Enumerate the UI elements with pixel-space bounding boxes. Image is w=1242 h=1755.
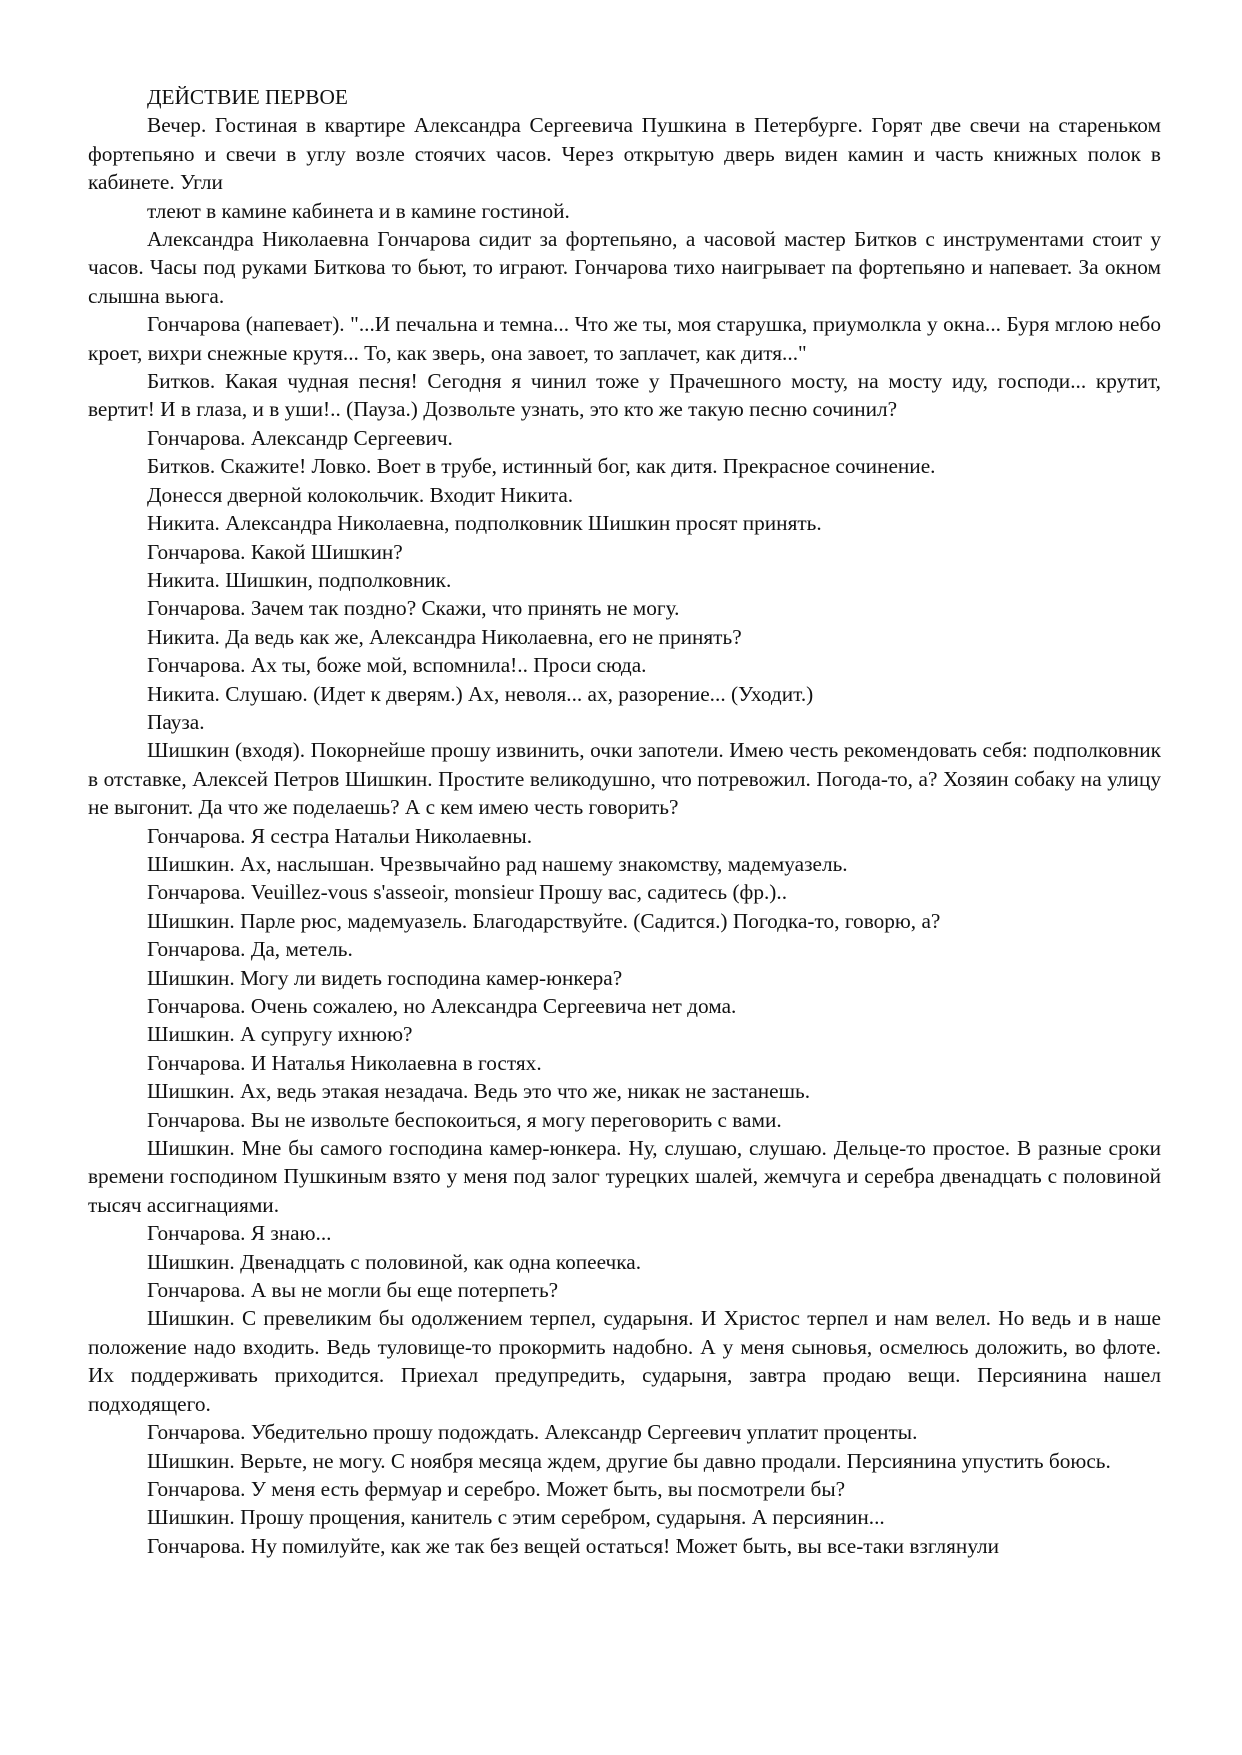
- stage-direction: Пауза.: [147, 709, 205, 734]
- act-heading: ДЕЙСТВИЕ ПЕРВОЕ: [147, 85, 348, 109]
- dialogue-line: Гончарова. И Наталья Николаевна в гостях.: [147, 1050, 542, 1075]
- dialogue-line: Гончарова. Убедительно прошу подождать. Александр Сергеевич уплатит проценты.: [147, 1420, 918, 1445]
- dialogue-line: Гончарова. Ах ты, боже мой, вспомнила!.. Проси сюда.: [147, 653, 647, 678]
- dialogue-line: Шишкин. Прошу прощения, канитель с этим серебром, сударыня. А персиянин...: [147, 1505, 885, 1530]
- dialogue-line: Никита. Шишкин, подполковник.: [147, 567, 452, 592]
- stage-direction: Донесся дверной колокольчик. Входит Никита.: [147, 482, 574, 507]
- dialogue-line: Шишкин. Парле рюс, мадемуазель. Благодарствуйте. (Садится.) Погодка-то, говорю, а?: [147, 908, 941, 933]
- dialogue-line: Гончарова. Да, метель.: [147, 937, 353, 962]
- dialogue-line: Шишкин. Мне бы самого господина камер-юнкера. Ну, слушаю, слушаю. Дельце-то простое. В разные сроки времени господином Пушкиным взято у меня под залог турецких шалей, жемчуга и серебра двенадцать с половиной тысяч ассигнациями.: [88, 1136, 1161, 1217]
- dialogue-line: Гончарова. Я знаю...: [147, 1221, 332, 1246]
- stage-direction: Вечер. Гостиная в квартире Александра Сергеевича Пушкина в Петербурге. Горят две свечи на стареньком фортепьяно и свечи в углу возле стоячих часов. Через открытую дверь виден камин и часть книжных полок в кабинете. Угли: [88, 113, 1161, 195]
- dialogue-line: Гончарова. Какой Шишкин?: [147, 539, 403, 564]
- dialogue-line: Шишкин. Двенадцать с половиной, как одна копеечка.: [147, 1249, 642, 1274]
- dialogue-line: Гончарова. Ну помилуйте, как же так без вещей остаться! Может быть, вы все-таки взглянули: [147, 1533, 1000, 1558]
- stage-direction: тлеют в камине кабинета и в камине гостиной.: [147, 198, 570, 223]
- dialogue-line: Гончарова. А вы не могли бы еще потерпеть?: [147, 1278, 559, 1303]
- dialogue-line: Гончарова. Очень сожалею, но Александра Сергеевича нет дома.: [147, 994, 737, 1018]
- dialogue-line: Битков. Какая чудная песня! Сегодня я чинил тоже у Прачешного мосту, на мосту иду, господи... крутит, вертит! И в глаза, и в уши!.. (Пауза.) Дозвольте узнать, это кто же такую песню сочинил?: [88, 369, 1161, 422]
- dialogue-line: Гончарова. Я сестра Натальи Николаевны.: [147, 823, 533, 848]
- dialogue-line: Шишкин. С превеликим бы одолжением терпел, сударыня. И Христос терпел и нам велел. Но ведь и в наше положение надо входить. Ведь туловище-то прокормить надобно. А у меня сыновья, осмелюсь доложить, во флоте. Их поддерживать приходится. Приехал предупредить, сударыня, завтра продаю вещи. Персиянина нашел подходящего.: [88, 1306, 1161, 1416]
- dialogue-line: Шишкин. Верьте, не могу. С ноября месяца ждем, другие бы давно продали. Персиянина упустить боюсь.: [147, 1448, 1111, 1473]
- dialogue-line: Шишкин. Могу ли видеть господина камер-юнкера?: [147, 965, 623, 990]
- dialogue-line: Гончарова. Veuillez-vous s'asseoir, monsieur Прошу вас, садитесь (фр.)..: [147, 880, 788, 905]
- dialogue-line: Никита. Александра Николаевна, подполковник Шишкин просят принять.: [147, 511, 822, 536]
- dialogue-line: Гончарова (напевает). "...И печальна и темна... Что же ты, моя старушка, приумолкла у окна... Буря мглою небо кроет, вихри снежные крутя... То, как зверь, она завоет, то заплачет, как дитя...": [88, 312, 1161, 365]
- dialogue-line: Шишкин (входя). Покорнейше прошу извинить, очки запотели. Имею честь рекомендовать себя: подполковник в отставке, Алексей Петров Шишкин. Простите великодушно, что потревожил. Погода-то, а? Хозяин собаку на улицу не выгонит. Да что же поделаешь? А с кем имею честь говорить?: [88, 738, 1161, 820]
- dialogue-line: Шишкин. А супругу ихнюю?: [147, 1022, 413, 1047]
- dialogue-line: Гончарова. Александр Сергеевич.: [147, 425, 453, 450]
- document-page: [88, 83, 1161, 1560]
- dialogue-line: Гончарова. У меня есть фермуар и серебро. Может быть, вы посмотрели бы?: [147, 1476, 846, 1501]
- dialogue-line: Шишкин. Ах, наслышан. Чрезвычайно рад нашему знакомству, мадемуазель.: [147, 851, 848, 876]
- stage-direction: Александра Николаевна Гончарова сидит за фортепьяно, а часовой мастер Битков с инструментами стоит у часов. Часы под руками Биткова то бьют, то играют. Гончарова тихо наигрывает па фортепьяно и напевает. За окном слышна вьюга.: [88, 227, 1161, 308]
- dialogue-line: Шишкин. Ах, ведь этакая незадача. Ведь это что же, никак не застанешь.: [147, 1079, 811, 1104]
- dialogue-line: Никита. Слушаю. (Идет к дверям.) Ах, неволя... ах, разорение... (Уходит.): [147, 681, 814, 706]
- dialogue-line: Битков. Скажите! Ловко. Воет в трубе, истинный бог, как дитя. Прекрасное сочинение.: [147, 454, 936, 479]
- dialogue-line: Гончарова. Вы не извольте беспокоиться, я могу переговорить с вами.: [147, 1107, 782, 1132]
- dialogue-line: Никита. Да ведь как же, Александра Николаевна, его не принять?: [147, 624, 742, 649]
- dialogue-line: Гончарова. Зачем так поздно? Скажи, что принять не могу.: [147, 596, 680, 621]
